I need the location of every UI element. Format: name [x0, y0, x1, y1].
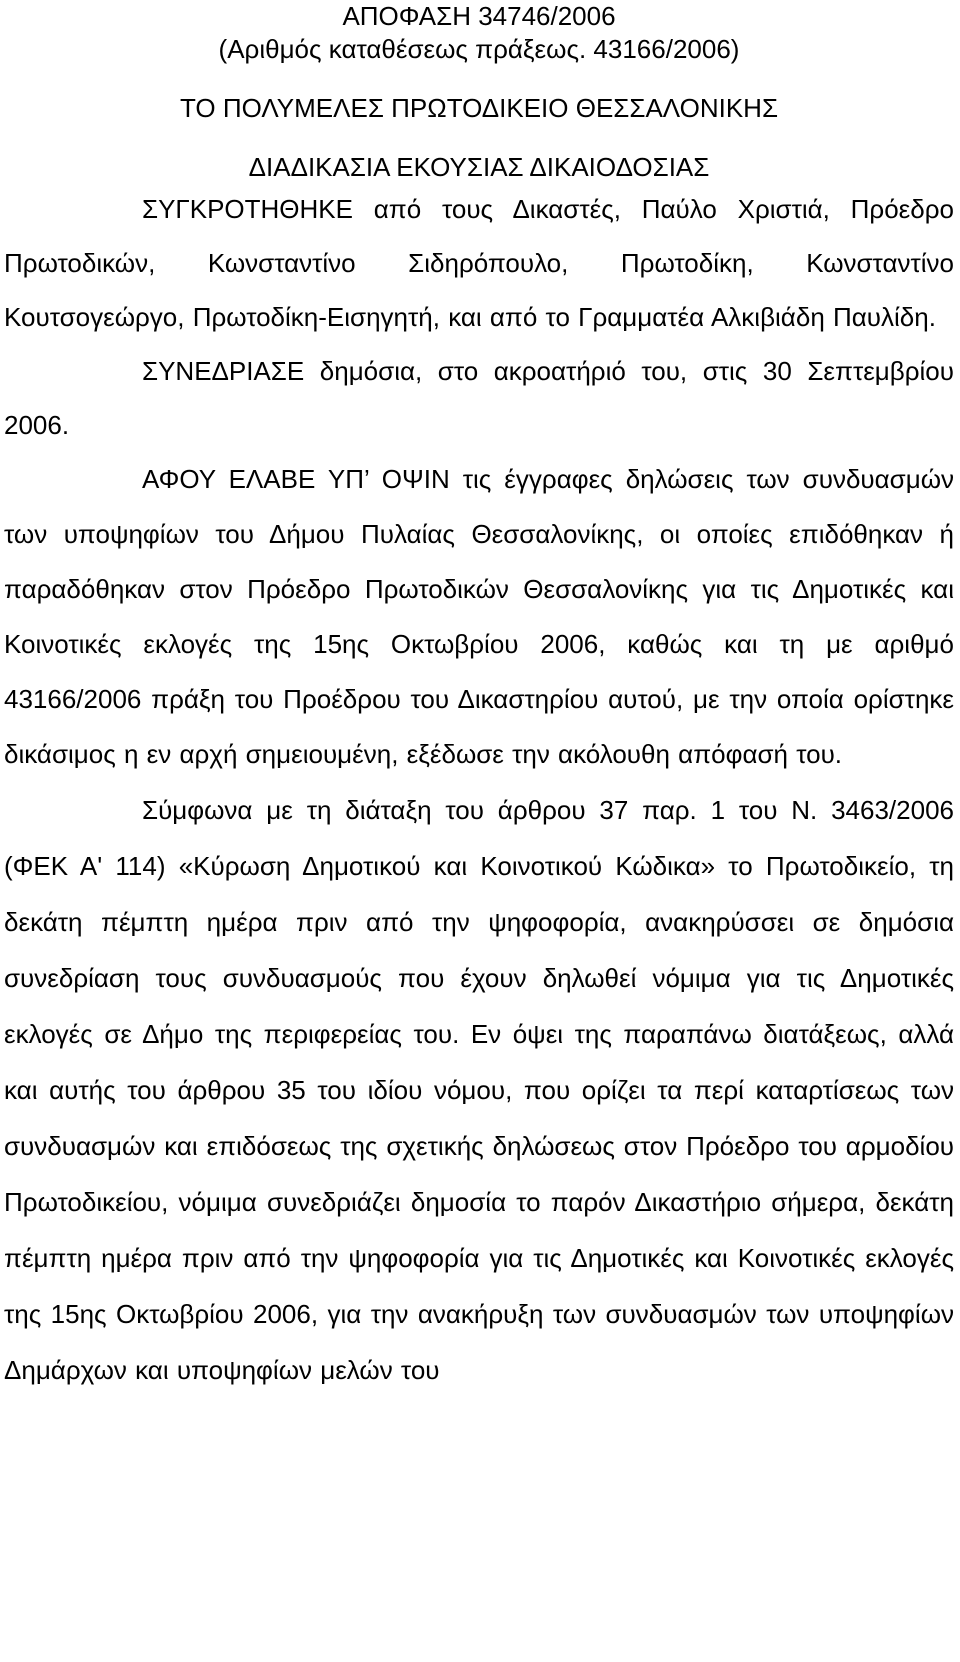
document-page — [0, 2, 960, 1662]
court-name: ΤΟ ΠΟΛΥΜΕΛΕΣ ΠΡΩΤΟΔΙΚΕΙΟ ΘΕΣΣΑΛΟΝΙΚΗΣ — [179, 93, 779, 123]
legal-basis-text: Σύμφωνα με τη διάταξη του άρθρου 37 παρ. 1 του Ν. 3463/2006 (ΦΕΚ Α' 114) «Κύρωση Δημοτικού και Κοινοτικού Κώδικα» το Πρωτοδικείο, τη δεκάτη πέμπτη ημέρα πριν από την ψηφοφορία, ανακηρύσσει σε δημόσια συνεδρίαση τους συνδυασμούς που έχουν δηλωθεί νόμιμα για τις Δημοτικές εκλογές σε Δήμο της περιφερείας του. Εν όψει της παραπάνω διατάξεως, αλλά και αυτής του άρθρου 35 του ιδίου νόμου, που ορίζει τα περί καταρτίσεως των συνδυασμών και επιδόσεως της σχετικής δηλώσεως στον Πρόεδρο του αρμοδίου Πρωτοδικείου, νόμιμα συνεδριάζει δημοσία το παρόν Δικαστήριο σήμερα, δεκάτη πέμπτη ημέρα πριν από την ψηφοφορία για τις Δημοτικές και Κοινοτικές εκλογές της 15ης Οκτωβρίου 2006, για την ανακήρυξη των συνδυασμών των υποψηφίων Δημάρχων και υποψηφίων μελών του — [4, 795, 954, 1385]
case-reference: (Αριθμός καταθέσεως πράξεως. 43166/2006) — [218, 34, 740, 64]
decision-title: ΑΠΟΦΑΣΗ 34746/2006 — [342, 1, 616, 31]
considered-text: ΑΦΟΥ ΕΛΑΒΕ ΥΠ’ ΟΨΙΝ τις έγγραφες δηλώσεις των συνδυασμών των υποψηφίων του Δήμου Πυλαίας Θεσσαλονίκης, οι οποίες επιδόθηκαν ή παραδόθηκαν στον Πρόεδρο Πρωτοδικών Θεσσαλονίκης για τις Δημοτικές και Κοινοτικές εκλογές της 15ης Οκτωβρίου 2006, καθώς και τη με αριθμό 43166/2006 πράξη του Προέδρου του Δικαστηρίου αυτού, με την οποία ορίστηκε δικάσιμος η εν αρχή σημειουμένη, εξέδωσε την ακόλουθη απόφασή του. — [4, 464, 954, 769]
session-paragraph — [4, 344, 954, 452]
session-text: ΣΥΝΕΔΡΙΑΣΕ δημόσια, στο ακροατήριό του, στις 30 Σεπτεμβρίου 2006. — [4, 356, 954, 440]
legal-basis-paragraph — [4, 782, 954, 1398]
procedure-name: ΔΙΑΔΙΚΑΣΙΑ ΕΚΟΥΣΙΑΣ ΔΙΚΑΙΟΔΟΣΙΑΣ — [248, 152, 710, 182]
composition-paragraph — [4, 182, 954, 344]
composition-text: ΣΥΓΚΡΟΤΗΘΗΚΕ από τους Δικαστές, Παύλο Χριστιά, Πρόεδρο Πρωτοδικών, Κωνσταντίνο Σιδηρόπουλο, Πρωτοδίκη, Κωνσταντίνο Κουτσογεώργο, Πρωτοδίκη-Εισηγητή, και από το Γραμματέα Αλκιβιάδη Παυλίδη. — [4, 194, 954, 332]
considered-paragraph — [4, 452, 954, 782]
